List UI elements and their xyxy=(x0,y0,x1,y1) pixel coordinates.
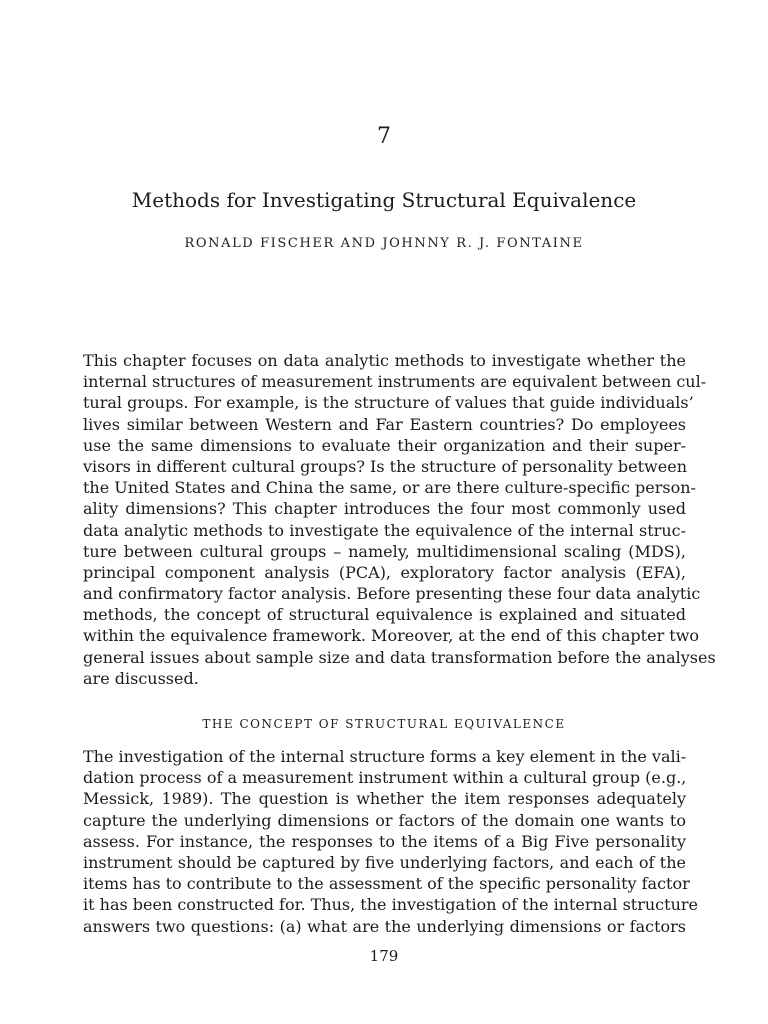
text-line: it has been constructed for. Thus, the investigation of the internal structure xyxy=(83,895,698,915)
text-line: The investigation of the internal structure forms a key element in the vali- xyxy=(83,747,687,766)
section-heading: THE CONCEPT OF STRUCTURAL EQUIVALENCE xyxy=(202,717,566,731)
chapter-title: Methods for Investigating Structural Equivalence xyxy=(131,188,637,212)
text-line: data analytic methods to investigate the equivalence of the internal struc- xyxy=(83,520,686,540)
text-line: Messick, 1989). The question is whether the item responses adequately xyxy=(83,789,686,809)
text-line: use the same dimensions to evaluate their organization and their super- xyxy=(83,435,686,455)
text-line: answers two questions: (a) what are the underlying dimensions or factors xyxy=(83,916,686,936)
text-line: are discussed. xyxy=(83,668,199,688)
text-line: instrument should be captured by five underlying factors, and each of the xyxy=(83,852,686,872)
text-line: the United States and China the same, or are there culture-specific person- xyxy=(83,478,696,498)
text-line: capture the underlying dimensions or factors of the domain one wants to xyxy=(83,810,686,830)
text-line: items has to contribute to the assessment of the specific personality factor xyxy=(83,874,690,894)
chapter-authors: RONALD FISCHER AND JOHNNY R. J. FONTAINE xyxy=(184,236,584,251)
chapter-number: 7 xyxy=(377,124,391,149)
text-line: visors in different cultural groups? Is the structure of personality between xyxy=(83,456,687,476)
text-line: general issues about sample size and data transformation before the analyses xyxy=(83,647,716,667)
text-line: within the equivalence framework. Moreover, at the end of this chapter two xyxy=(83,626,700,646)
page-number: 179 xyxy=(369,947,399,965)
text-line: This chapter focuses on data analytic methods to investigate whether the xyxy=(83,351,686,370)
text-line: internal structures of measurement instruments are equivalent between cul- xyxy=(83,372,707,392)
text-line: principal component analysis (PCA), exploratory factor analysis (EFA), xyxy=(83,562,686,582)
text-line: methods, the concept of structural equivalence is explained and situated xyxy=(83,605,686,625)
text-line: ture between cultural groups – namely, multidimensional scaling (MDS), xyxy=(83,541,686,561)
text-line: assess. For instance, the responses to the items of a Big Five personality xyxy=(83,831,686,851)
text-line: ality dimensions? This chapter introduces the four most commonly used xyxy=(83,499,686,519)
concept-paragraph xyxy=(83,746,698,937)
text-line: and confirmatory factor analysis. Before presenting these four data analytic xyxy=(83,584,701,604)
intro-paragraph xyxy=(83,350,716,689)
text-line: lives similar between Western and Far Eastern countries? Do employees xyxy=(83,414,686,434)
text-line: dation process of a measurement instrument within a cultural group (e.g., xyxy=(83,768,687,788)
text-line: tural groups. For example, is the structure of values that guide individuals’ xyxy=(83,393,694,413)
